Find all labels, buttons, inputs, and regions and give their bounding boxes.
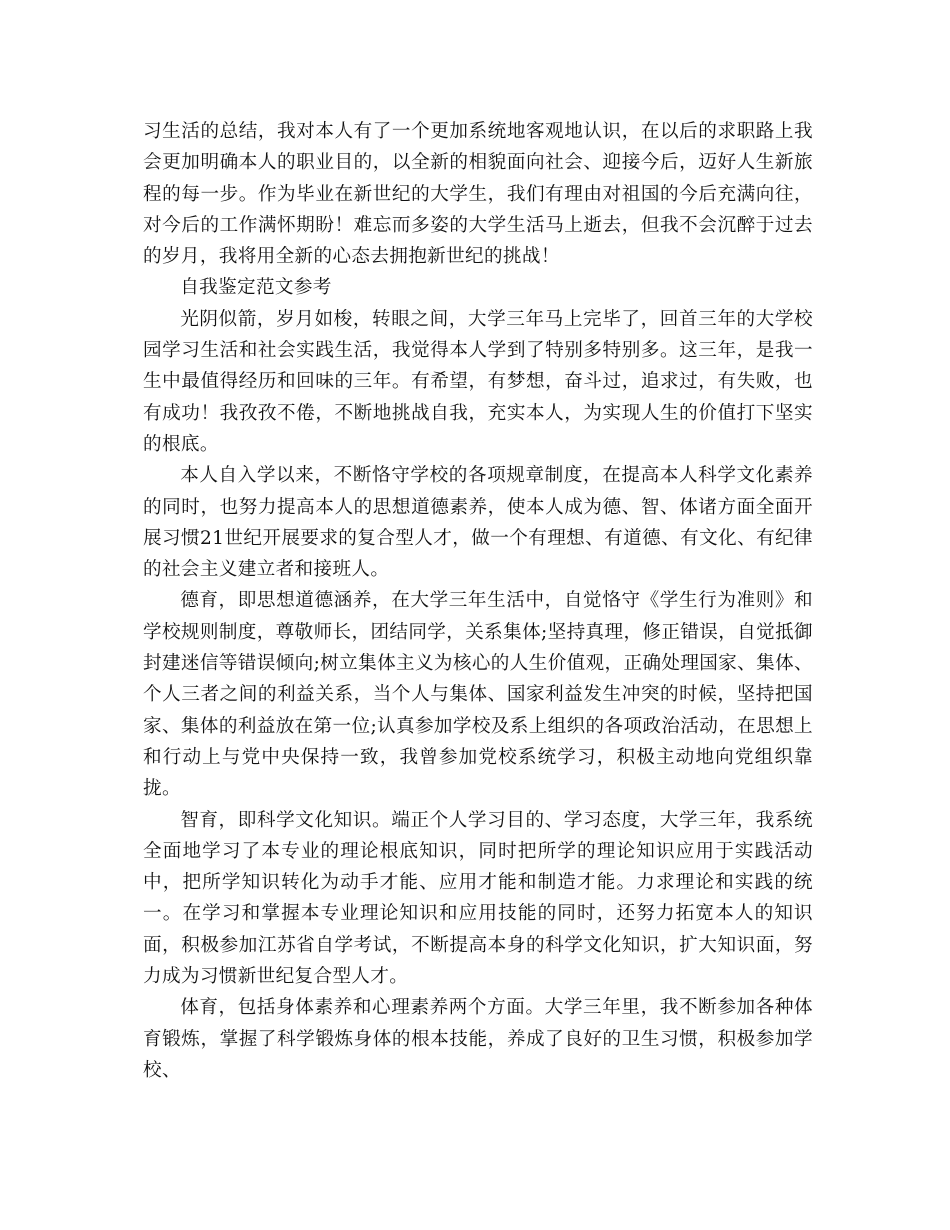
paragraph-intellectual-education: 智育，即科学文化知识。端正个人学习目的、学习态度，大学三年，我系统全面地学习了本专业的理论根底知识，同时把所学的理论知识应用于实践活动中，把所学知识转化为动手才能、应用才能和制造才能。力求理论和实践的统一。在学习和掌握本专业理论知识和应用技能的同时，还努力拓宽本人的知识面，积极参加江苏省自学考试，不断提高本身的科学文化知识，扩大知识面，努力成为习惯新世纪复合型人才。: [143, 809, 813, 988]
paragraph-physical-education: 体育，包括身体素养和心理素养两个方面。大学三年里，我不断参加各种体育锻炼，掌握了科学锻炼身体的根本技能，养成了良好的卫生习惯，积极参加学校、: [143, 997, 813, 1081]
section-heading: 自我鉴定范文参考: [180, 277, 332, 299]
paragraph-intro: 光阴似箭，岁月如梭，转眼之间，大学三年马上完毕了，回首三年的大学校园学习生活和社会实践生活，我觉得本人学到了特别多特别多。这三年，是我一生中最值得经历和回味的三年。有希望，有梦想，奋斗过，追求过，有失败，也有成功！我孜孜不倦，不断地挑战自我，充实本人，为实现人生的价值打下坚实的根底。: [143, 308, 813, 455]
paragraph-moral-education: 德育，即思想道德涵养，在大学三年生活中，自觉恪守《学生行为准则》和学校规则制度，尊敬师长，团结同学，关系集体;坚持真理，修正错误，自觉抵御封建迷信等错误倾向;树立集体主义为核心的人生价值观，正确处理国家、集体、个人三者之间的利益关系，当个人与集体、国家利益发生冲突的时候，坚持把国家、集体的利益放在第一位;认真参加学校及系上组织的各项政治活动，在思想上和行动上与党中央保持一致，我曾参加党校系统学习，积极主动地向党组织靠拢。: [143, 590, 813, 800]
paragraph-continuation: 习生活的总结，我对本人有了一个更加系统地客观地认识，在以后的求职路上我会更加明确本人的职业目的，以全新的相貌面向社会、迎接今后，迈好人生新旅程的每一步。作为毕业在新世纪的大学生，我们有理由对祖国的今后充满向往，对今后的工作满怀期盼！难忘而多姿的大学生活马上逝去，但我不会沉醉于过去的岁月，我将用全新的心态去拥抱新世纪的挑战！: [143, 121, 813, 268]
paragraph-conduct: 本人自入学以来，不断恪守学校的各项规章制度，在提高本人科学文化素养的同时，也努力提高本人的思想道德素养，使本人成为德、智、体诸方面全面开展习惯21世纪开展要求的复合型人才，做一个有理想、有道德、有文化、有纪律的社会主义建立者和接班人。: [143, 465, 813, 581]
document-body: [143, 116, 813, 1086]
